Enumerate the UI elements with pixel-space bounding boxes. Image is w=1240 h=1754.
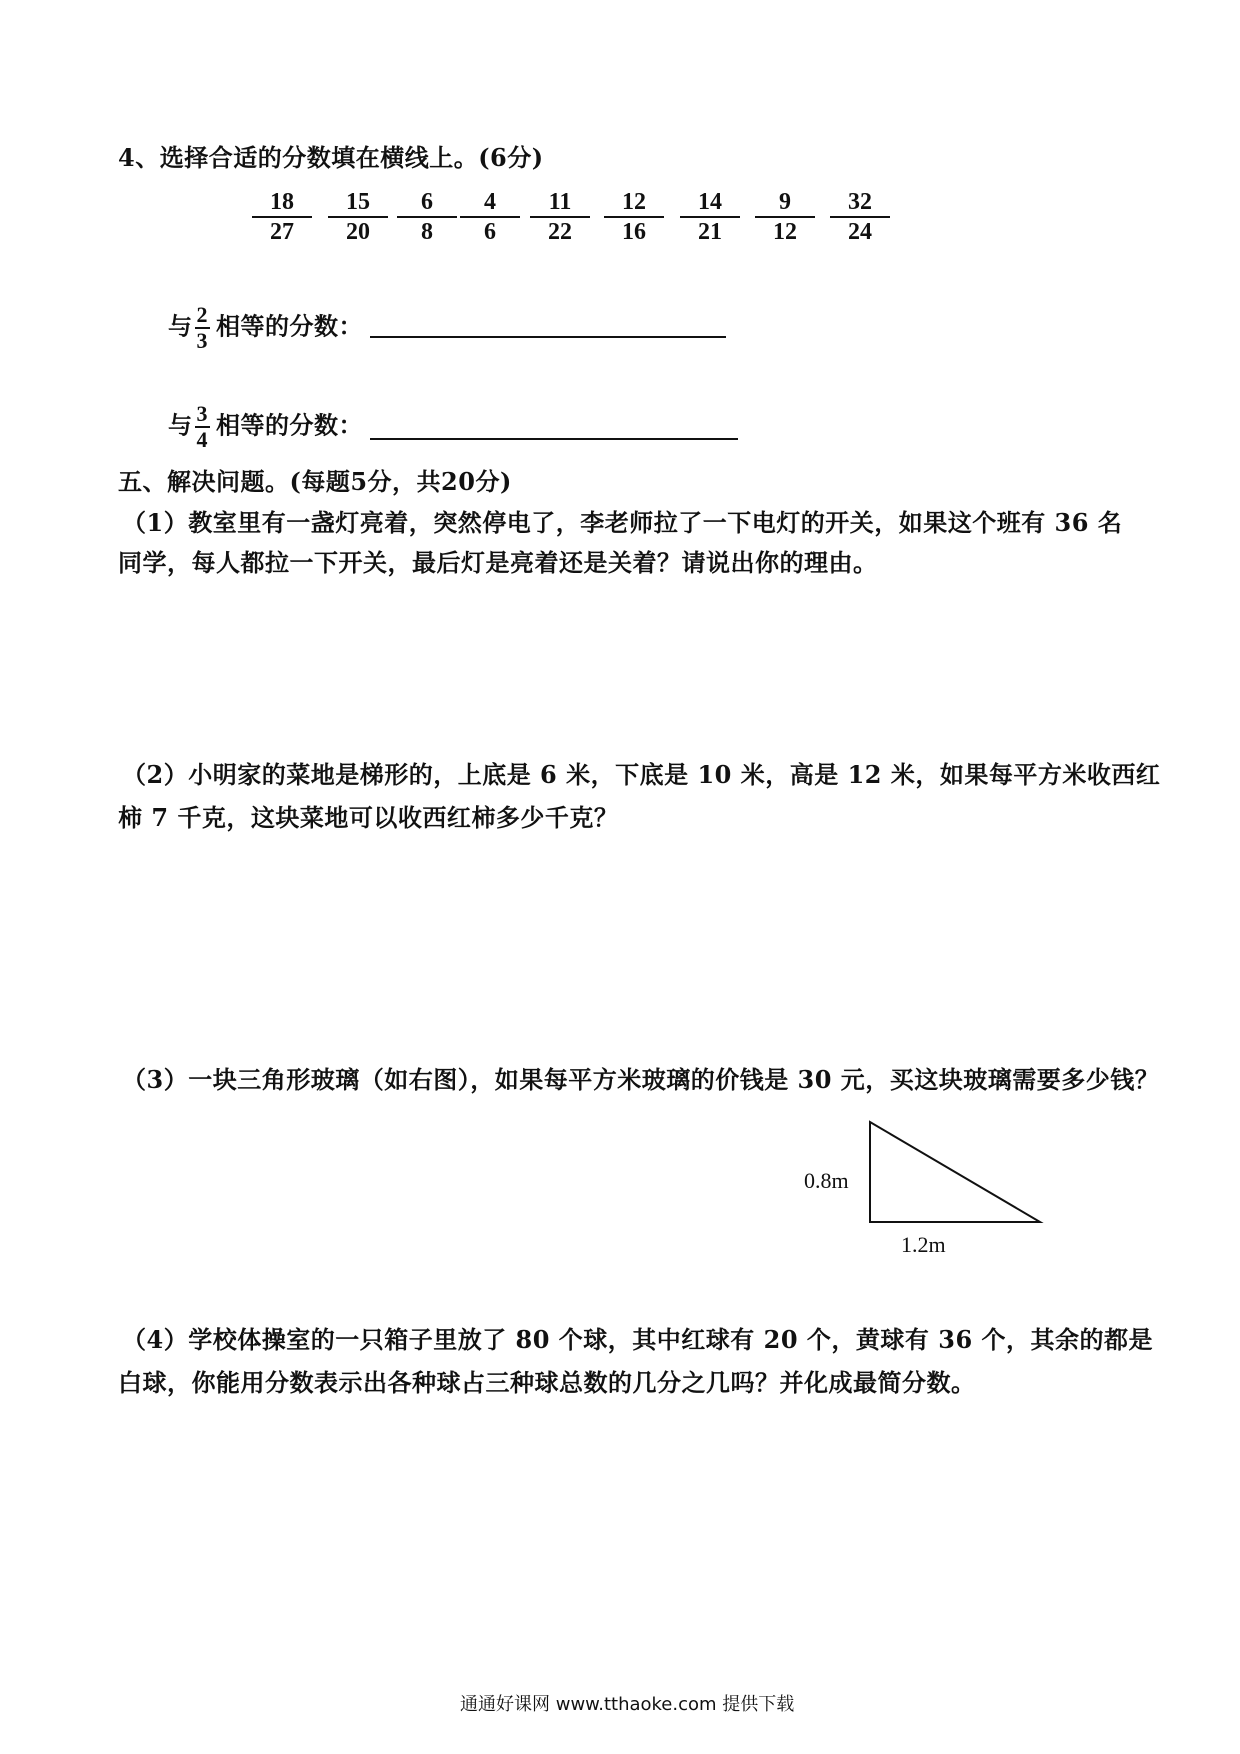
fraction-item: $\frac{15}{20}$ <box>328 188 388 246</box>
problem-2-line-2: 柿 7 千克，这块菜地可以收西红柿多少千克？ <box>118 803 619 832</box>
fraction-item: $\frac{9}{12}$ <box>755 188 815 246</box>
problem-4-line-1: （4）学校体操室的一只箱子里放了 80 个球，其中红球有 20 个，黄球有 36 个，其余的都是 <box>122 1325 1154 1354</box>
triangle-shape <box>870 1122 1040 1222</box>
fraction-item: $\frac{11}{22}$ <box>530 188 590 246</box>
equal-fraction-prompt-1: 与 $\frac{2}{3}$ 相等的分数： <box>168 302 363 353</box>
q4-title: 4、选择合适的分数填在横线上。(6分) <box>118 143 544 172</box>
problem-1-line-1: （1）教室里有一盏灯亮着，突然停电了，李老师拉了一下电灯的开关，如果这个班有 36 名 <box>122 508 1123 537</box>
target-fraction: $\frac{2}{3}$ <box>196 302 208 353</box>
fraction-item: $\frac{32}{24}$ <box>830 188 890 246</box>
problem-4-line-2: 白球，你能用分数表示出各种球占三种球总数的几分之几吗？并化成最简分数。 <box>118 1368 976 1397</box>
target-fraction: $\frac{3}{4}$ <box>196 401 208 452</box>
fraction-item: $\frac{14}{21}$ <box>680 188 740 246</box>
problem-1-line-2: 同学，每人都拉一下开关，最后灯是亮着还是关着？请说出你的理由。 <box>118 548 878 577</box>
section5-title: 五、解决问题。(每题5分，共20分) <box>118 467 512 496</box>
problem-2-line-1: （2）小明家的菜地是梯形的，上底是 6 米，下底是 10 米，高是 12 米，如果每平方米收西红 <box>122 760 1161 789</box>
fraction-item: $\frac{12}{16}$ <box>604 188 664 246</box>
page-footer: 通通好课网 www.tthaoke.com 提供下载 <box>460 1694 795 1715</box>
equal-fraction-prompt-2: 与 $\frac{3}{4}$ 相等的分数： <box>168 401 363 452</box>
triangle-glass-figure <box>860 1116 1050 1226</box>
fraction-item: $\frac{6}{8}$ <box>397 188 457 246</box>
fraction-item: $\frac{4}{6}$ <box>460 188 520 246</box>
triangle-height-label: 0.8m <box>804 1168 849 1193</box>
fraction-item: $\frac{18}{27}$ <box>252 188 312 246</box>
answer-line-1[interactable] <box>370 336 726 338</box>
answer-line-2[interactable] <box>370 438 738 440</box>
problem-3-line-1: （3）一块三角形玻璃（如右图），如果每平方米玻璃的价钱是 30 元，买这块玻璃需要多少钱？ <box>122 1065 1160 1094</box>
triangle-base-label: 1.2m <box>901 1232 946 1257</box>
